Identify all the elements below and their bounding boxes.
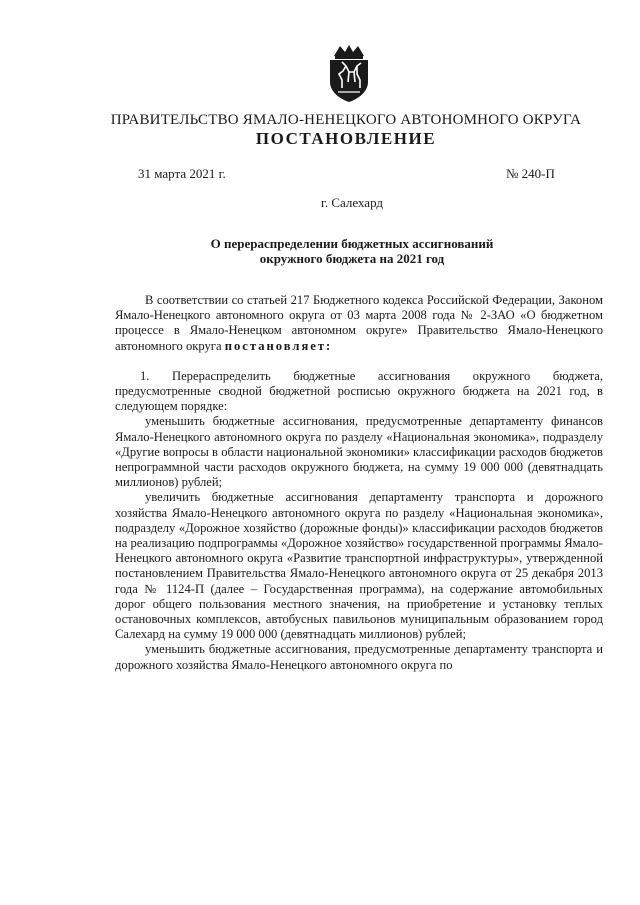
sub-item-1-paragraph: уменьшить бюджетные ассигнования, предусмотренные департаменту финансов Ямало-Ненецкого автономного округа по разделу «Национальная экономика», подразделу «Другие вопросы в области национальной экономики» классификации расходов бюджетов непрограммной части расходов окружного бюджета, на сумму 19 000 000 (девятнадцать миллионов) рублей; [115, 414, 603, 490]
preamble-text: В соответствии со статьей 217 Бюджетного кодекса Российской Федерации, Законом Ямало-Ненецкого автономного округа от 03 марта 2008 года № 2-ЗАО «О бюджетном процессе в Ямало-Ненецком автономном округе» Правительство Ямало-Ненецкого автономного округа [115, 293, 603, 353]
resolves-word: постановляет: [224, 338, 333, 353]
document-type: ПОСТАНОВЛЕНИЕ [255, 129, 437, 148]
government-name: ПРАВИТЕЛЬСТВО ЯМАЛО-НЕНЕЦКОГО АВТОНОМНОГО ОКРУГА [110, 112, 582, 128]
coat-of-arms-icon [326, 44, 372, 104]
sub-item-2-paragraph: увеличить бюджетные ассигнования департаменту транспорта и дорожного хозяйства Ямало-Ненецкого автономного округа по разделу «Национальная экономика», подразделу «Дорожное хозяйство (дорожные фонды)» классификации расходов бюджетов на реализацию подпрограммы «Дорожное хозяйство» государственной программы Ямало-Ненецкого автономного округа «Развитие транспортной инфраструктуры», утвержденной постановлением Правительства Ямало-Ненецкого автономного округа от 25 декабря 2013 года № 1124-П (далее – Государственная программа), на содержание автомобильных дорог общего пользования местного значения, на приобретение и установку теплых остановочных комплексов, автобусных павильонов муниципальным образованием город Салехард на сумму 19 000 000 (девятнадцать миллионов) рублей; [115, 490, 603, 642]
document-number: № 240-П [506, 166, 555, 181]
document-title-line1: О перераспределении бюджетных ассигнований [210, 236, 494, 251]
item-1-paragraph: 1. Перераспределить бюджетные ассигнования окружного бюджета, предусмотренные сводной бюджетной росписью окружного бюджета на 2021 год, в следующем порядке: [115, 368, 603, 414]
document-body [115, 293, 603, 673]
sub-item-3-paragraph: уменьшить бюджетные ассигнования, предусмотренные департаменту транспорта и дорожного хозяйства Ямало-Ненецкого автономного округа по [115, 642, 603, 672]
document-date: 31 марта 2021 г. [138, 166, 226, 181]
document-title-line2: окружного бюджета на 2021 год [259, 251, 445, 266]
preamble-paragraph [115, 293, 603, 354]
document-city: г. Салехард [320, 195, 384, 210]
document-title [0, 236, 640, 266]
